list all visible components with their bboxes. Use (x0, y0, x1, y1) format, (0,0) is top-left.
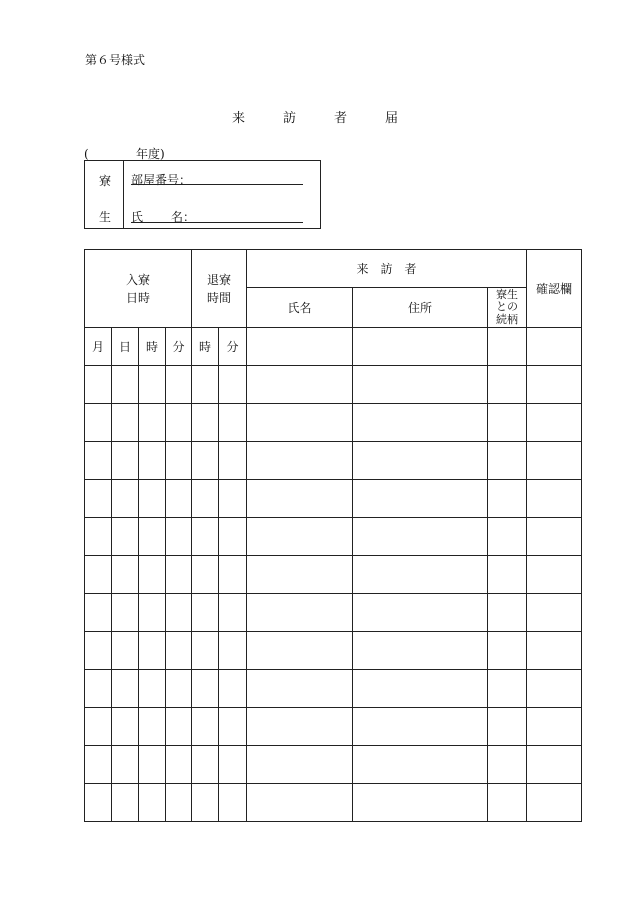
confirm-cell[interactable] (527, 632, 582, 670)
exit-hour-cell[interactable] (192, 556, 219, 594)
title-char: 訪 (282, 111, 296, 126)
visitor-name-cell[interactable] (247, 328, 353, 366)
day-cell[interactable] (112, 366, 139, 404)
minute-cell[interactable] (166, 518, 192, 556)
room-number-label: 部屋番号： (131, 173, 192, 187)
table-row (85, 594, 582, 632)
day-subheader: 日 (112, 328, 139, 366)
entry-datetime-header (85, 250, 192, 328)
day-cell[interactable] (112, 556, 139, 594)
relation-cell[interactable] (488, 632, 527, 670)
exit-hour-cell[interactable] (192, 670, 219, 708)
fiscal-year-label: 年度) (136, 147, 165, 161)
minute-cell[interactable] (166, 556, 192, 594)
dorm-label: 寮 (99, 174, 112, 188)
confirm-cell[interactable] (527, 746, 582, 784)
exit-minute-cell[interactable] (219, 746, 247, 784)
table-row (85, 708, 582, 746)
visitor-address-cell[interactable] (353, 746, 488, 784)
hour-cell[interactable] (139, 366, 166, 404)
month-cell[interactable] (85, 708, 112, 746)
month-cell[interactable] (85, 746, 112, 784)
confirm-cell[interactable] (527, 518, 582, 556)
confirm-cell[interactable] (527, 404, 582, 442)
minute-cell[interactable] (166, 708, 192, 746)
minute-cell[interactable] (166, 632, 192, 670)
visitor-name-cell[interactable] (247, 366, 353, 404)
visitor-name-cell[interactable] (247, 594, 353, 632)
month-cell[interactable] (85, 404, 112, 442)
visitor-address-cell[interactable] (353, 518, 488, 556)
hour-cell[interactable] (139, 632, 166, 670)
day-cell[interactable] (112, 632, 139, 670)
hour-cell[interactable] (139, 670, 166, 708)
visitor-name-cell[interactable] (247, 670, 353, 708)
form-number: 第６号様式 (85, 53, 146, 67)
exit-hour-cell[interactable] (192, 480, 219, 518)
visitor-name-cell[interactable] (247, 708, 353, 746)
exit-hour-subheader: 時 (192, 328, 219, 366)
table-row (85, 784, 582, 822)
exit-hour-cell[interactable] (192, 632, 219, 670)
title-char: 来 (231, 111, 245, 126)
table-row (85, 556, 582, 594)
visitor-address-cell[interactable] (353, 556, 488, 594)
hour-cell[interactable] (139, 746, 166, 784)
relation-cell[interactable] (488, 404, 527, 442)
exit-minute-cell[interactable] (219, 480, 247, 518)
exit-minute-cell[interactable] (219, 594, 247, 632)
exit-minute-cell[interactable] (219, 366, 247, 404)
table-row (85, 480, 582, 518)
hour-cell[interactable] (139, 404, 166, 442)
day-cell[interactable] (112, 746, 139, 784)
resident-box-divider (123, 161, 124, 228)
visitor-address-cell[interactable] (353, 784, 488, 822)
visitor-address-cell[interactable] (353, 708, 488, 746)
day-cell[interactable] (112, 708, 139, 746)
minute-cell[interactable] (166, 670, 192, 708)
day-cell[interactable] (112, 404, 139, 442)
day-cell[interactable] (112, 594, 139, 632)
exit-hour-cell[interactable] (192, 594, 219, 632)
month-cell[interactable] (85, 556, 112, 594)
month-cell[interactable] (85, 784, 112, 822)
exit-hour-cell[interactable] (192, 366, 219, 404)
month-cell[interactable] (85, 632, 112, 670)
table-row (85, 366, 582, 404)
relation-cell[interactable] (488, 518, 527, 556)
hour-cell[interactable] (139, 784, 166, 822)
hour-cell[interactable] (139, 518, 166, 556)
form-title (0, 107, 630, 126)
day-cell[interactable] (112, 442, 139, 480)
exit-minute-cell[interactable] (219, 670, 247, 708)
visitor-address-cell[interactable] (353, 480, 488, 518)
confirm-cell[interactable] (527, 670, 582, 708)
visitor-name-cell[interactable] (247, 746, 353, 784)
hour-cell[interactable] (139, 708, 166, 746)
relation-cell[interactable] (488, 556, 527, 594)
visitor-address-cell[interactable] (353, 594, 488, 632)
confirm-cell[interactable] (527, 442, 582, 480)
exit-label-1: 退寮 (206, 272, 231, 287)
visitor-address-header: 住所 (353, 288, 488, 328)
month-cell[interactable] (85, 518, 112, 556)
table-row (85, 746, 582, 784)
fiscal-year-open-paren: ( (84, 147, 89, 161)
relation-label-1: 寮生 (496, 287, 518, 301)
day-cell[interactable] (112, 480, 139, 518)
exit-time-header (192, 250, 247, 328)
day-cell[interactable] (112, 784, 139, 822)
minute-cell[interactable] (166, 404, 192, 442)
confirm-cell[interactable] (527, 594, 582, 632)
exit-hour-cell[interactable] (192, 708, 219, 746)
exit-hour-cell[interactable] (192, 518, 219, 556)
relation-label-3: 続柄 (496, 312, 518, 326)
exit-minute-cell[interactable] (219, 708, 247, 746)
day-cell[interactable] (112, 670, 139, 708)
minute-cell[interactable] (166, 784, 192, 822)
visitor-name-cell[interactable] (247, 556, 353, 594)
visitor-address-cell[interactable] (353, 404, 488, 442)
visitor-group-header: 来 訪 者 (247, 250, 527, 288)
visitor-name-cell[interactable] (247, 480, 353, 518)
exit-minute-cell[interactable] (219, 442, 247, 480)
visitor-address-cell[interactable] (353, 442, 488, 480)
confirm-cell[interactable] (527, 784, 582, 822)
visitor-address-cell[interactable] (353, 670, 488, 708)
table-row (85, 670, 582, 708)
relation-label-2: との (496, 300, 518, 314)
minute-cell[interactable] (166, 594, 192, 632)
exit-label-2: 時間 (206, 290, 231, 305)
visitor-name-cell[interactable] (247, 518, 353, 556)
visitor-name-cell[interactable] (247, 404, 353, 442)
table-row (85, 442, 582, 480)
visitor-name-cell[interactable] (247, 784, 353, 822)
relation-cell[interactable] (488, 480, 527, 518)
hour-cell[interactable] (139, 556, 166, 594)
confirm-cell[interactable] (527, 328, 582, 366)
exit-minute-cell[interactable] (219, 404, 247, 442)
exit-minute-cell[interactable] (219, 556, 247, 594)
table-row (85, 632, 582, 670)
relation-cell[interactable] (488, 670, 527, 708)
exit-minute-cell[interactable] (219, 784, 247, 822)
relation-cell[interactable] (488, 746, 527, 784)
relation-cell[interactable] (488, 366, 527, 404)
relation-cell[interactable] (488, 328, 527, 366)
month-cell[interactable] (85, 442, 112, 480)
exit-hour-cell[interactable] (192, 442, 219, 480)
relation-header (488, 288, 527, 328)
day-cell[interactable] (112, 518, 139, 556)
relation-cell[interactable] (488, 708, 527, 746)
entry-label-2: 日時 (125, 290, 150, 305)
minute-cell[interactable] (166, 442, 192, 480)
confirm-cell[interactable] (527, 480, 582, 518)
minute-cell[interactable] (166, 746, 192, 784)
hour-cell[interactable] (139, 442, 166, 480)
visitor-name-cell[interactable] (247, 632, 353, 670)
exit-minute-subheader: 分 (219, 328, 247, 366)
hour-subheader: 時 (139, 328, 166, 366)
hour-cell[interactable] (139, 594, 166, 632)
exit-minute-cell[interactable] (219, 518, 247, 556)
visitor-name-cell[interactable] (247, 442, 353, 480)
confirm-cell[interactable] (527, 556, 582, 594)
visitor-name-header: 氏名 (247, 288, 353, 328)
name-label-part: 名： (171, 210, 196, 224)
title-char: 届 (385, 111, 399, 126)
confirm-cell[interactable] (527, 708, 582, 746)
exit-hour-cell[interactable] (192, 746, 219, 784)
minute-cell[interactable] (166, 480, 192, 518)
relation-cell[interactable] (488, 442, 527, 480)
relation-cell[interactable] (488, 594, 527, 632)
minute-subheader: 分 (166, 328, 192, 366)
exit-minute-cell[interactable] (219, 632, 247, 670)
visitor-address-cell[interactable] (353, 632, 488, 670)
visitor-address-cell[interactable] (353, 328, 488, 366)
resident-box (84, 160, 321, 229)
student-label: 生 (99, 210, 112, 224)
confirm-header: 確認欄 (527, 250, 582, 328)
minute-cell[interactable] (166, 366, 192, 404)
month-cell[interactable] (85, 670, 112, 708)
relation-cell[interactable] (488, 784, 527, 822)
entry-label-1: 入寮 (125, 272, 150, 287)
month-cell[interactable] (85, 594, 112, 632)
name-label-part: 氏 (131, 210, 144, 224)
visitor-address-cell[interactable] (353, 366, 488, 404)
confirm-cell[interactable] (527, 366, 582, 404)
exit-hour-cell[interactable] (192, 404, 219, 442)
visitor-table (84, 249, 582, 822)
table-row (85, 518, 582, 556)
month-cell[interactable] (85, 366, 112, 404)
resident-name-field[interactable] (131, 222, 303, 223)
hour-cell[interactable] (139, 480, 166, 518)
table-row (85, 404, 582, 442)
month-subheader: 月 (85, 328, 112, 366)
exit-hour-cell[interactable] (192, 784, 219, 822)
room-number-field[interactable] (131, 184, 303, 185)
title-char: 者 (334, 111, 348, 126)
month-cell[interactable] (85, 480, 112, 518)
